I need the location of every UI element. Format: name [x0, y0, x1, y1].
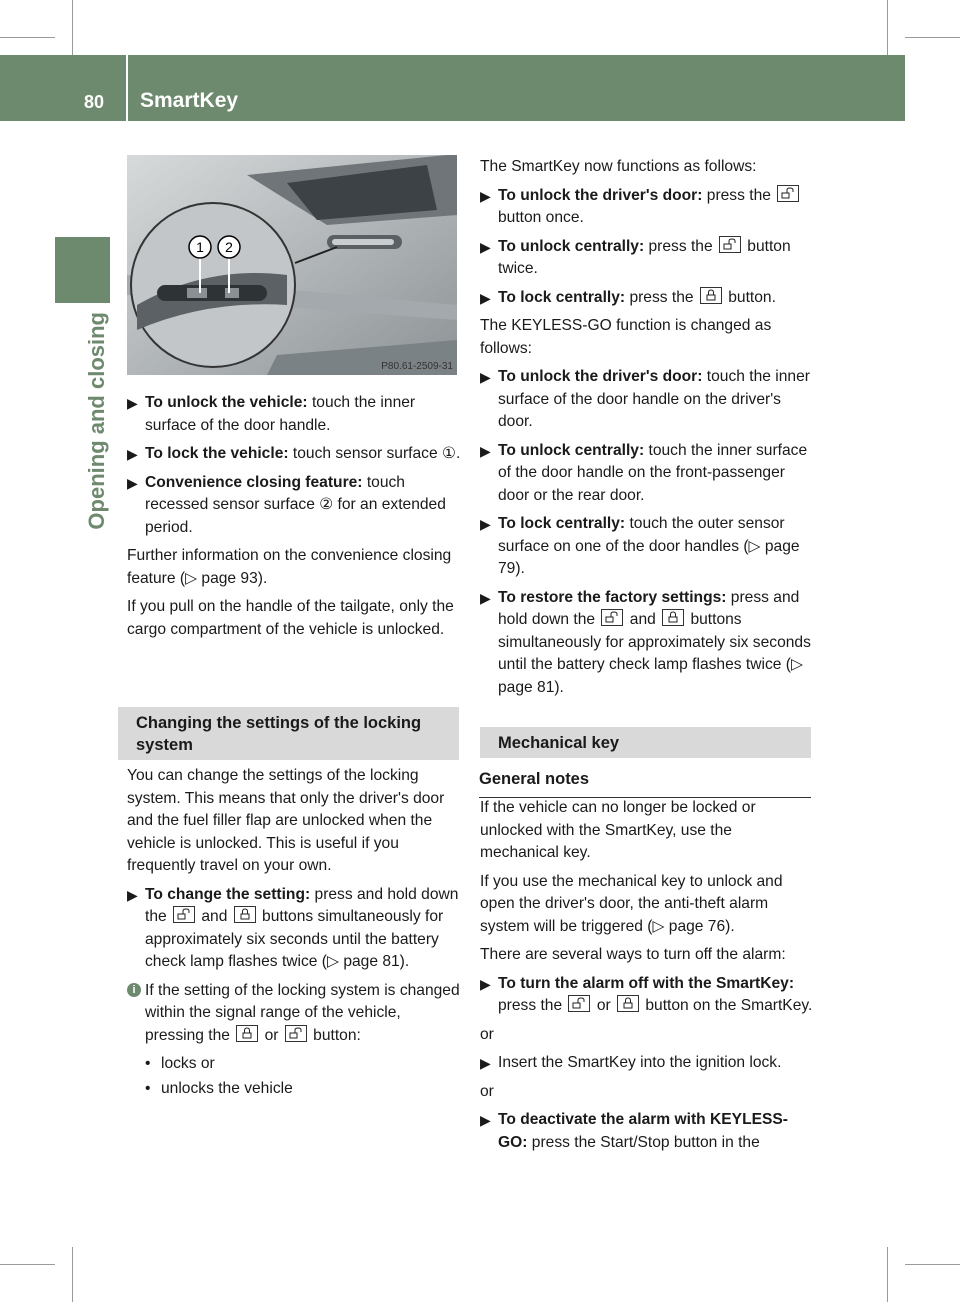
crop-mark	[887, 1247, 888, 1302]
step-lock-vehicle: ▶ To lock the vehicle: touch sensor surface ①.	[127, 443, 462, 466]
right-column-lower	[480, 797, 815, 1160]
paragraph: If you use the mechanical key to unlock and open the driver's door, the anti-theft alarm system will be triggered (▷ page 76).	[480, 872, 783, 935]
unlock-button-icon	[173, 906, 195, 923]
paragraph: or	[480, 1082, 494, 1100]
arrow-icon: ▶	[127, 446, 138, 462]
unlock-button-icon	[719, 236, 741, 253]
arrow-icon: ▶	[480, 442, 491, 459]
lock-button-icon	[662, 609, 684, 626]
arrow-icon: ▶	[480, 369, 491, 385]
paragraph: The KEYLESS-GO function is changed as follows:	[480, 317, 772, 357]
lock-button-icon	[236, 1025, 258, 1042]
arrow-icon: ▶	[127, 886, 138, 903]
left-column-lower	[127, 765, 462, 1102]
arrow-icon: ▶	[127, 474, 138, 491]
lock-button-icon	[234, 906, 256, 923]
figure-code: P80.61-2509-31	[381, 361, 453, 372]
paragraph: The SmartKey now functions as follows:	[480, 158, 757, 175]
step-unlock-driver-door: ▶ To unlock the driver's door: press the button once.	[480, 185, 815, 230]
crop-mark	[72, 1247, 73, 1302]
car-door-illustration	[127, 155, 457, 375]
step-keyless-unlock-centrally: ▶ To unlock centrally: touch the inner surface of the door handle on the front-passenger door or the rear door.	[480, 441, 808, 504]
page-title: SmartKey	[140, 89, 239, 112]
lock-button-icon	[700, 287, 722, 304]
crop-mark	[887, 0, 888, 55]
unlock-button-icon	[777, 185, 799, 202]
left-column-section	[118, 707, 459, 760]
crop-mark	[905, 1264, 960, 1265]
right-column	[480, 156, 815, 705]
info-icon: i	[127, 983, 141, 997]
step-change-setting: ▶ To change the setting: press and hold down the and buttons simultaneously for approximately six seconds until the battery check lamp flashes twice (▷ page 81).	[127, 885, 459, 970]
step-convenience-closing: ▶ Convenience closing feature: touch recessed sensor surface ② for an extended period.	[127, 473, 446, 536]
step-insert-smartkey: ▶ Insert the SmartKey into the ignition lock.	[480, 1052, 815, 1075]
paragraph: or	[480, 1025, 494, 1043]
arrow-icon: ▶	[480, 1112, 491, 1128]
paragraph: Further information on the convenience closing feature (▷ page 93).	[127, 547, 452, 587]
step-alarm-off-smartkey: ▶ To turn the alarm off with the SmartKey: press the or button on the SmartKey.	[480, 974, 813, 1014]
arrow-icon: ▶	[480, 289, 491, 306]
step-keyless-lock-centrally: ▶ To lock centrally: touch the outer sensor surface on one of the door handles (▷ page 79).	[480, 515, 800, 577]
left-column	[127, 392, 462, 647]
callout-1: 1	[196, 239, 204, 255]
step-unlock-vehicle: ▶ To unlock the vehicle: touch the inner surface of the door handle.	[127, 394, 416, 434]
list-item: • locks or	[145, 1053, 462, 1076]
unlock-button-icon	[285, 1025, 307, 1042]
side-tab	[55, 237, 110, 303]
crop-mark	[0, 37, 55, 38]
arrow-icon: ▶	[480, 1055, 491, 1071]
subheading-general-notes: General notes	[479, 768, 811, 798]
paragraph: There are several ways to turn off the alarm:	[480, 946, 786, 963]
step-unlock-centrally: ▶ To unlock centrally: press the button twice.	[480, 237, 791, 277]
section-heading-mechanical-key: Mechanical key	[480, 727, 811, 758]
section-heading-locking-settings: Changing the settings of the locking system	[118, 707, 459, 760]
list-item: • unlocks the vehicle	[145, 1078, 462, 1101]
arrow-icon: ▶	[480, 589, 491, 606]
unlock-button-icon	[568, 995, 590, 1012]
header-bar	[0, 55, 905, 121]
arrow-icon: ▶	[480, 187, 491, 204]
crop-mark	[0, 1264, 55, 1265]
door-handle-figure	[127, 155, 457, 375]
step-keyless-unlock-driver-door: ▶ To unlock the driver's door: touch the inner surface of the door handle on the driver's door.	[480, 368, 810, 430]
lock-button-icon	[617, 995, 639, 1012]
arrow-icon: ▶	[480, 975, 491, 992]
info-note: i If the setting of the locking system is changed within the signal range of the vehicle, pressing the or button:	[127, 980, 462, 1048]
step-deactivate-alarm-keyless-go: ▶ To deactivate the alarm with KEYLESS-GO: press the Start/Stop button in the	[480, 1111, 788, 1151]
step-lock-centrally: ▶ To lock centrally: press the button.	[480, 287, 815, 310]
paragraph: If the vehicle can no longer be locked or unlocked with the SmartKey, use the mechanical key.	[480, 799, 756, 861]
paragraph: If you pull on the handle of the tailgate, only the cargo compartment of the vehicle is unlocked.	[127, 598, 454, 638]
arrow-icon: ▶	[480, 516, 491, 532]
paragraph: You can change the settings of the locking system. This means that only the driver's door and the fuel filler flap are unlocked when the vehicle is unlocked. This is useful if you frequently travel on your own.	[127, 767, 445, 874]
unlock-button-icon	[601, 609, 623, 626]
section-label: Opening and closing	[84, 312, 109, 530]
callout-2: 2	[225, 239, 233, 255]
header-divider	[126, 55, 128, 121]
crop-mark	[72, 0, 73, 55]
arrow-icon: ▶	[480, 238, 491, 255]
step-restore-factory-settings: ▶ To restore the factory settings: press and hold down the and buttons simultaneously for approximately six seconds until the battery check lamp flashes twice (▷ page 81).	[480, 588, 811, 696]
crop-mark	[905, 37, 960, 38]
arrow-icon: ▶	[127, 395, 138, 411]
page-number: 80	[84, 92, 105, 112]
